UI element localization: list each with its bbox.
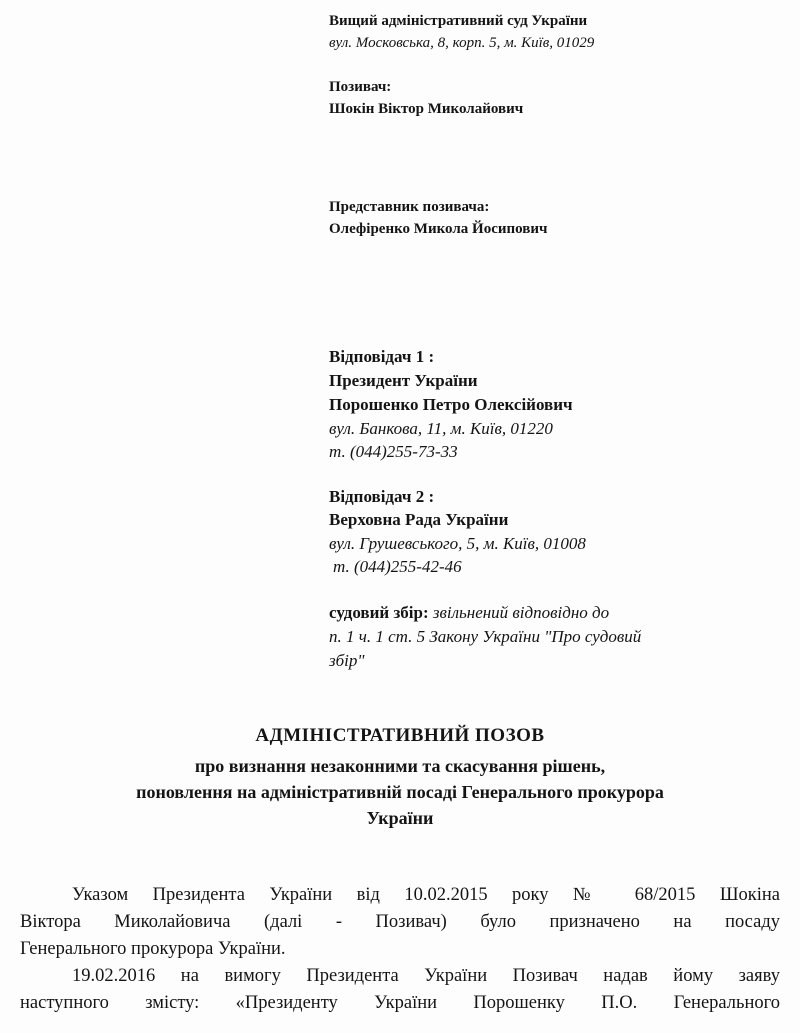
defendant2-name: Верховна Рада України: [329, 510, 509, 529]
fee-text-2: п. 1 ч. 1 ст. 5 Закону України "Про судовий: [329, 627, 642, 646]
representative-name: Олефіренко Микола Йосипович: [329, 221, 548, 237]
document-title: АДМІНІСТРАТИВНИЙ ПОЗОВ: [255, 725, 545, 746]
fee-text-3: збір": [329, 651, 365, 670]
plaintiff-label: Позивач:: [329, 79, 392, 95]
heading-line-3: України: [366, 808, 434, 828]
paragraph-2-line-1: 19.02.2016 на вимогу Президента України Позивач надав йому заяву: [72, 966, 780, 986]
fee-line-1: [329, 602, 609, 624]
defendant1-address: вул. Банкова, 11, м. Київ, 01220: [329, 419, 553, 438]
defendant1-phone: т. (044)255-73-33: [329, 442, 458, 461]
court-name: Вищий адміністративний суд України: [329, 13, 588, 29]
paragraph-1-line-2: Віктора Миколайовича (далі - Позивач) було призначено на посаду: [20, 912, 780, 932]
fee-text-1: звільнений відповідно до: [432, 603, 610, 622]
defendant2-label: Відповідач 2 :: [329, 487, 435, 506]
representative-label: Представник позивача:: [329, 199, 490, 215]
defendant1-label: Відповідач 1 :: [329, 347, 435, 366]
paragraph-1-line-1: Указом Президента України від 10.02.2015 року № 68/2015 Шокіна: [72, 885, 780, 905]
heading-line-2: поновлення на адміністративній посаді Генерального прокурора: [136, 782, 664, 802]
heading-line-1: про визнання незаконними та скасування рішень,: [194, 756, 606, 776]
paragraph-1-line-3: Генерального прокурора України.: [20, 939, 286, 959]
defendant2-phone: т. (044)255-42-46: [333, 557, 462, 576]
defendant1-name: Порошенко Петро Олексійович: [329, 395, 573, 414]
fee-label: судовий збір:: [329, 603, 429, 622]
court-address: вул. Московська, 8, корп. 5, м. Київ, 01029: [329, 35, 595, 51]
paragraph-2: [20, 963, 780, 1017]
defendant2-address: вул. Грушевського, 5, м. Київ, 01008: [329, 534, 586, 553]
paragraph-2-line-2: наступного змісту: «Президенту України Порошенку П.О. Генерального: [20, 993, 780, 1013]
defendant1-title: Президент України: [329, 371, 478, 390]
plaintiff-name: Шокін Віктор Миколайович: [329, 101, 524, 117]
paragraph-1: [20, 882, 780, 963]
